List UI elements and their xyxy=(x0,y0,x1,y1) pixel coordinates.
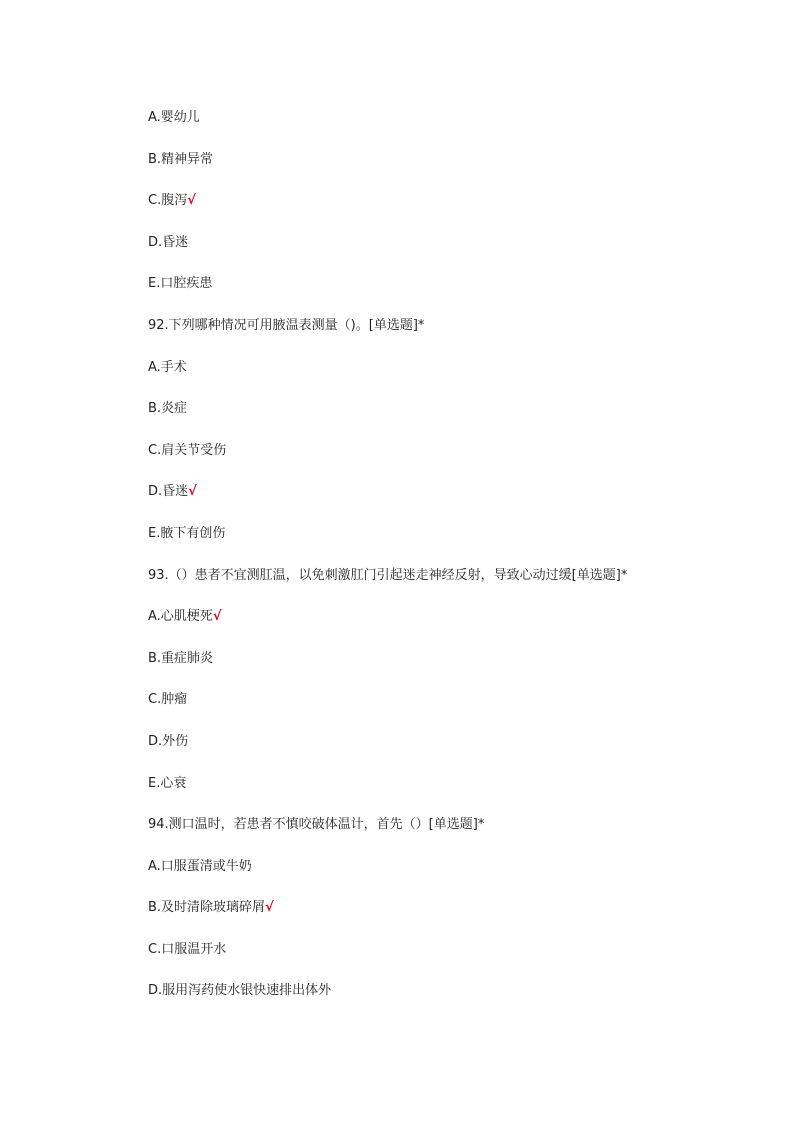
option-label: C.腹泻 xyxy=(148,193,188,209)
option-text xyxy=(148,189,708,231)
question-text xyxy=(148,813,708,855)
option-text xyxy=(148,938,708,980)
option-label: A.婴幼儿 xyxy=(148,110,200,125)
question-text xyxy=(148,564,708,606)
option-text xyxy=(148,772,708,814)
option-label: C.口服温开水 xyxy=(148,941,227,957)
option-text xyxy=(148,730,708,772)
option-label: B.炎症 xyxy=(148,401,188,417)
question-label: 92.下列哪种情况可用腋温表测量（)。[单选题]* xyxy=(148,317,425,333)
option-label: B.精神异常 xyxy=(148,151,214,167)
option-text xyxy=(148,688,708,730)
question-text xyxy=(148,314,708,356)
option-label: A.手术 xyxy=(148,359,187,375)
option-label: C.肿瘤 xyxy=(148,692,188,708)
option-text xyxy=(148,397,708,439)
question-label: 93.（）患者不宜测肛温，以免刺激肛门引起迷走神经反射，导致心动过缓[单选题]* xyxy=(148,567,628,583)
option-text xyxy=(148,605,708,647)
correct-check-mark: √ xyxy=(212,609,222,625)
option-text xyxy=(148,439,708,481)
option-label: D.昏迷 xyxy=(148,234,189,250)
option-text xyxy=(148,272,708,314)
option-label: E.口腔疾患 xyxy=(148,276,213,292)
option-text xyxy=(148,106,708,148)
option-label: A.心肌梗死 xyxy=(148,609,213,625)
option-text xyxy=(148,480,708,522)
option-label: E.腋下有创伤 xyxy=(148,525,226,541)
option-label: A.口服蛋清或牛奶 xyxy=(148,858,252,874)
option-text xyxy=(148,356,708,398)
option-label: D.外伤 xyxy=(148,733,189,749)
option-label: B.重症肺炎 xyxy=(148,650,214,666)
option-label: D.服用泻药使水银快速排出体外 xyxy=(148,983,332,999)
option-text xyxy=(148,231,708,273)
option-label: C.肩关节受伤 xyxy=(148,442,227,458)
option-text xyxy=(148,647,708,689)
option-text xyxy=(148,522,708,564)
option-text xyxy=(148,979,708,1021)
correct-check-mark: √ xyxy=(188,484,197,500)
document-page xyxy=(148,106,708,1021)
option-label: E.心衰 xyxy=(148,775,187,791)
option-text xyxy=(148,855,708,897)
option-text xyxy=(148,896,708,938)
question-label: 94.测口温时，若患者不慎咬破体温计，首先（）[单选题]* xyxy=(148,817,485,833)
option-label: D.昏迷 xyxy=(148,484,189,500)
correct-check-mark: √ xyxy=(187,193,196,209)
option-text xyxy=(148,148,708,190)
option-label: B.及时清除玻璃碎屑 xyxy=(148,900,266,916)
correct-check-mark: √ xyxy=(265,900,274,916)
